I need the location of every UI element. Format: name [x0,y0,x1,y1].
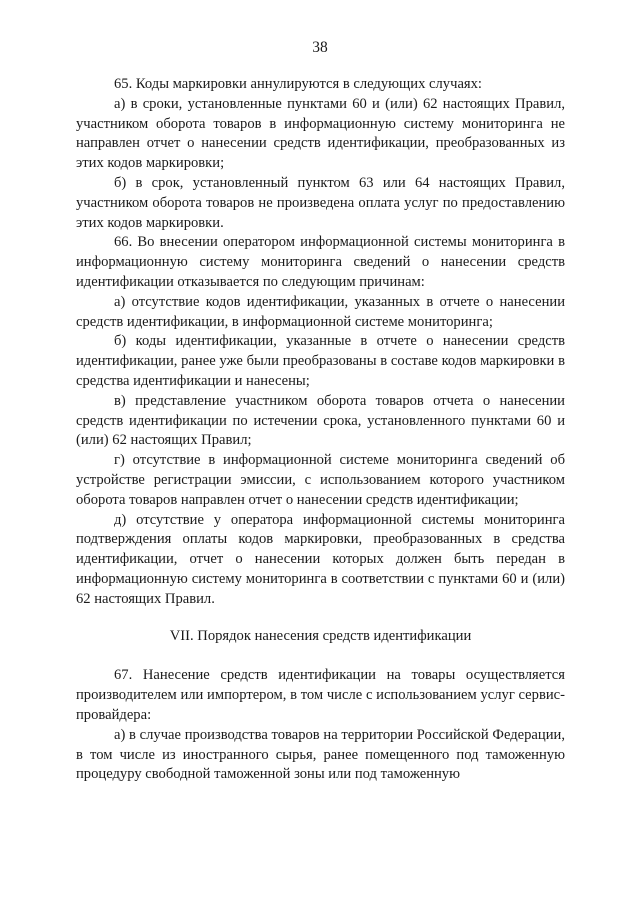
paragraph-65: 65. Коды маркировки аннулируются в следующих случаях: [114,76,482,92]
paragraph-66: 66. Во внесении оператором информационной системы мониторинга в информационную систему мониторинга сведений о нанесении средств идентификации отказывается по следующим причинам: [76,234,565,290]
paragraph-66-a: а) отсутствие кодов идентификации, указанных в отчете о нанесении средств идентификации, в информационной системе мониторинга; [76,293,565,330]
paragraph-67: 67. Нанесение средств идентификации на товары осуществляется производителем или импортером, в том числе с использованием услуг сервис-провайдера: [76,667,565,723]
paragraph-67-a: а) в случае производства товаров на территории Российской Федерации, в том числе из иностранного сырья, ранее помещенного под таможенную процедуру свободной таможенной зоны или под таможенную [76,726,565,783]
paragraph-66-d: д) отсутствие у оператора информационной системы мониторинга подтверждения оплаты кодов маркировки, преобразованных в средства идентификации, отчет о нанесении которых должен быть передан в информационную систему мониторинга в соответствии с пунктами 60 и (или) 62 настоящих Правил. [76,511,565,607]
paragraph-66-v: в) представление участником оборота товаров отчета о нанесении средств идентификации по истечении срока, установленного пунктами 60 и (или) 62 настоящих Правил; [76,392,565,449]
document-body [76,75,565,785]
paragraph-66-g: г) отсутствие в информационной системе мониторинга сведений об устройстве регистрации эмиссии, с использованием которого участником оборота товаров направлен отчет о нанесении средств идентификации; [76,452,565,508]
paragraph-65-b: б) в срок, установленный пунктом 63 или 64 настоящих Правил, участником оборота товаров не произведена оплата услуг по предоставлению этих кодов маркировки. [76,174,565,231]
paragraph-66-b: б) коды идентификации, указанные в отчете о нанесении средств идентификации, ранее уже были преобразованы в составе кодов маркировки в средства идентификации и нанесены; [76,333,565,389]
page-number: 38 [312,39,328,56]
paragraph-65-a: а) в сроки, установленные пунктами 60 и (или) 62 настоящих Правил, участником оборота товаров в информационную систему мониторинга не направлен отчет о нанесении средств идентификации, преобразованных из этих кодов маркировки; [76,95,565,172]
section-heading: VII. Порядок нанесения средств идентификации [169,627,472,644]
